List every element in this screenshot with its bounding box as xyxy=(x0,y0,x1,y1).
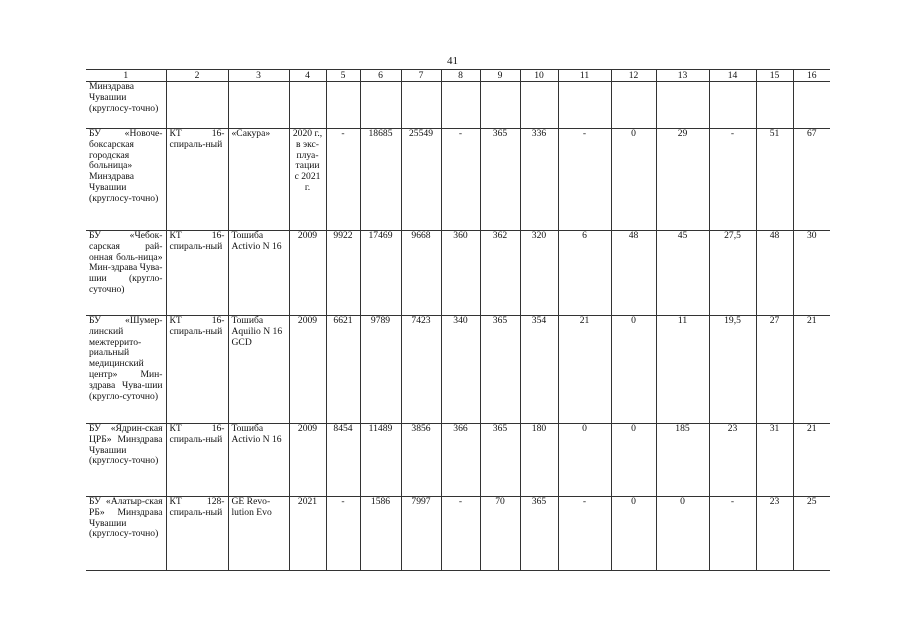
value-cell-col-9: 362 xyxy=(480,231,520,316)
scanner-model-cell: Тошиба Aquilio N 16 GCD xyxy=(228,316,289,424)
scanner-type-cell: КТ 16-спираль-ный xyxy=(166,424,228,497)
column-number-7: 7 xyxy=(401,70,441,82)
value-cell-col-5 xyxy=(326,82,360,129)
year-cell xyxy=(289,82,326,129)
value-cell-col-16: 30 xyxy=(793,231,830,316)
value-cell-col-16: 67 xyxy=(793,129,830,231)
equipment-table xyxy=(86,69,830,571)
value-cell-col-8: 366 xyxy=(441,424,480,497)
value-cell-col-11 xyxy=(558,82,611,129)
column-number-1: 1 xyxy=(86,70,166,82)
value-cell-col-12: 0 xyxy=(611,316,656,424)
value-cell-col-12: 0 xyxy=(611,129,656,231)
value-cell-col-9: 365 xyxy=(480,129,520,231)
value-cell-col-6 xyxy=(360,82,401,129)
value-cell-col-6: 11489 xyxy=(360,424,401,497)
value-cell-col-10: 336 xyxy=(520,129,558,231)
value-cell-col-16: 21 xyxy=(793,424,830,497)
value-cell-col-5: 8454 xyxy=(326,424,360,497)
column-number-15: 15 xyxy=(756,70,793,82)
column-number-10: 10 xyxy=(520,70,558,82)
value-cell-col-9: 365 xyxy=(480,424,520,497)
scanner-model-cell: Тошиба Activio N 16 xyxy=(228,424,289,497)
value-cell-col-5: - xyxy=(326,497,360,571)
year-cell: 2009 xyxy=(289,231,326,316)
value-cell-col-9 xyxy=(480,82,520,129)
table-row xyxy=(86,231,830,316)
value-cell-col-7: 25549 xyxy=(401,129,441,231)
value-cell-col-6: 17469 xyxy=(360,231,401,316)
scanner-type-cell: КТ 16-спираль-ный xyxy=(166,231,228,316)
value-cell-col-14: 27,5 xyxy=(709,231,756,316)
column-number-4: 4 xyxy=(289,70,326,82)
value-cell-col-9: 365 xyxy=(480,316,520,424)
value-cell-col-7: 9668 xyxy=(401,231,441,316)
value-cell-col-13: 45 xyxy=(656,231,709,316)
column-number-12: 12 xyxy=(611,70,656,82)
value-cell-col-12: 48 xyxy=(611,231,656,316)
year-cell: 2009 xyxy=(289,424,326,497)
column-number-9: 9 xyxy=(480,70,520,82)
value-cell-col-15 xyxy=(756,82,793,129)
year-cell: 2020 г., в экс-плуа-тации с 2021 г. xyxy=(289,129,326,231)
table-row xyxy=(86,129,830,231)
value-cell-col-13: 185 xyxy=(656,424,709,497)
scanner-model-cell xyxy=(228,82,289,129)
value-cell-col-8: - xyxy=(441,129,480,231)
value-cell-col-13: 29 xyxy=(656,129,709,231)
column-number-6: 6 xyxy=(360,70,401,82)
value-cell-col-6: 18685 xyxy=(360,129,401,231)
value-cell-col-14: - xyxy=(709,129,756,231)
value-cell-col-11: - xyxy=(558,129,611,231)
value-cell-col-8: 340 xyxy=(441,316,480,424)
value-cell-col-15: 27 xyxy=(756,316,793,424)
table-row xyxy=(86,497,830,571)
column-number-row xyxy=(86,70,830,82)
year-cell: 2009 xyxy=(289,316,326,424)
value-cell-col-10 xyxy=(520,82,558,129)
value-cell-col-16: 25 xyxy=(793,497,830,571)
value-cell-col-8: - xyxy=(441,497,480,571)
column-number-3: 3 xyxy=(228,70,289,82)
value-cell-col-7: 7423 xyxy=(401,316,441,424)
value-cell-col-14: 19,5 xyxy=(709,316,756,424)
value-cell-col-11: - xyxy=(558,497,611,571)
institution-name-cell: БУ «Чебок-сарская рай-онная боль-ница» Мин-здрава Чува-шии (кругло-суточно) xyxy=(89,230,163,295)
year-cell: 2021 xyxy=(289,497,326,571)
value-cell-col-12: 0 xyxy=(611,424,656,497)
value-cell-col-16: 21 xyxy=(793,316,830,424)
institution-name-cell: БУ «Ядрин-ская ЦРБ» Минздрава Чувашии (круглосу-точно) xyxy=(89,423,163,467)
scanner-model-cell: «Сакура» xyxy=(228,129,289,231)
value-cell-col-14 xyxy=(709,82,756,129)
institution-name-cell: БУ «Шумер-линский межтеррито-риальный медицинский центр» Мин-здрава Чува-шии (кругло-суточно) xyxy=(89,315,163,402)
value-cell-col-13 xyxy=(656,82,709,129)
institution-name-cell: БУ «Новоче-боксарская городская больница» Минздрава Чувашии (круглосу-точно) xyxy=(89,128,163,204)
column-number-16: 16 xyxy=(793,70,830,82)
value-cell-col-10: 180 xyxy=(520,424,558,497)
institution-name-cell: Минздрава Чувашии (круглосу-точно) xyxy=(89,81,159,114)
table-row xyxy=(86,316,830,424)
scanner-model-cell: GE Revo-lution Evo xyxy=(228,497,289,571)
column-number-14: 14 xyxy=(709,70,756,82)
column-number-5: 5 xyxy=(326,70,360,82)
value-cell-col-11: 0 xyxy=(558,424,611,497)
scanner-model-cell: Тошиба Activio N 16 xyxy=(228,231,289,316)
value-cell-col-12 xyxy=(611,82,656,129)
value-cell-col-13: 11 xyxy=(656,316,709,424)
value-cell-col-15: 51 xyxy=(756,129,793,231)
value-cell-col-7: 7997 xyxy=(401,497,441,571)
scanner-type-cell: КТ 16-спираль-ный xyxy=(166,316,228,424)
column-number-2: 2 xyxy=(166,70,228,82)
value-cell-col-14: - xyxy=(709,497,756,571)
table-row xyxy=(86,424,830,497)
column-number-11: 11 xyxy=(558,70,611,82)
value-cell-col-15: 48 xyxy=(756,231,793,316)
value-cell-col-8: 360 xyxy=(441,231,480,316)
value-cell-col-10: 354 xyxy=(520,316,558,424)
scanner-type-cell: КТ 128-спираль-ный xyxy=(166,497,228,571)
value-cell-col-15: 31 xyxy=(756,424,793,497)
column-number-8: 8 xyxy=(441,70,480,82)
value-cell-col-7 xyxy=(401,82,441,129)
value-cell-col-16 xyxy=(793,82,830,129)
scanner-type-cell xyxy=(166,82,228,129)
value-cell-col-8 xyxy=(441,82,480,129)
value-cell-col-5: 9922 xyxy=(326,231,360,316)
value-cell-col-7: 3856 xyxy=(401,424,441,497)
value-cell-col-9: 70 xyxy=(480,497,520,571)
column-number-13: 13 xyxy=(656,70,709,82)
value-cell-col-12: 0 xyxy=(611,497,656,571)
value-cell-col-6: 9789 xyxy=(360,316,401,424)
value-cell-col-10: 365 xyxy=(520,497,558,571)
value-cell-col-5: 6621 xyxy=(326,316,360,424)
value-cell-col-11: 6 xyxy=(558,231,611,316)
value-cell-col-14: 23 xyxy=(709,424,756,497)
table-row xyxy=(86,82,830,129)
value-cell-col-15: 23 xyxy=(756,497,793,571)
value-cell-col-5: - xyxy=(326,129,360,231)
value-cell-col-13: 0 xyxy=(656,497,709,571)
value-cell-col-6: 1586 xyxy=(360,497,401,571)
scanner-type-cell: КТ 16-спираль-ный xyxy=(166,129,228,231)
value-cell-col-10: 320 xyxy=(520,231,558,316)
page-number: 41 xyxy=(447,55,458,67)
institution-name-cell: БУ «Алатыр-ская РБ» Минздрава Чувашии (круглосу-точно) xyxy=(89,496,163,540)
value-cell-col-11: 21 xyxy=(558,316,611,424)
